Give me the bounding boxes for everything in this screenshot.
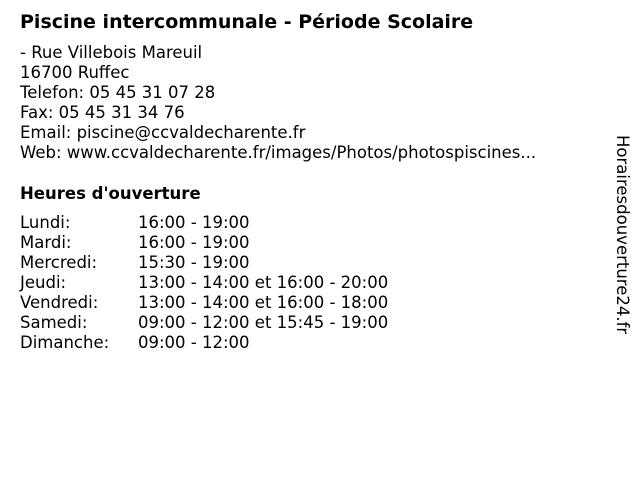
hours-heading: Heures d'ouverture [20, 184, 201, 203]
street-address: - Rue Villebois Mareuil [20, 43, 203, 62]
site-watermark: Horairesdouverture24.fr [613, 135, 632, 335]
time-value: 13:00 - 14:00 et 16:00 - 18:00 [138, 293, 389, 312]
fax-number: Fax: 05 45 31 34 76 [20, 103, 185, 122]
email-address: Email: piscine@ccvaldecharente.fr [20, 123, 306, 142]
phone-number: Telefon: 05 45 31 07 28 [20, 83, 216, 102]
time-value: 16:00 - 19:00 [138, 233, 250, 252]
day-label: Mardi: [20, 233, 72, 252]
city-address: 16700 Ruffec [20, 63, 130, 82]
page-title: Piscine intercommunale - Période Scolaire [20, 11, 474, 33]
day-label: Vendredi: [20, 293, 99, 312]
day-label: Dimanche: [20, 333, 110, 352]
time-value: 09:00 - 12:00 [138, 333, 250, 352]
day-label: Mercredi: [20, 253, 98, 272]
time-value: 15:30 - 19:00 [138, 253, 250, 272]
time-value: 16:00 - 19:00 [138, 213, 250, 232]
contact-info [20, 43, 536, 163]
day-label: Lundi: [20, 213, 71, 232]
day-label: Jeudi: [20, 273, 67, 292]
website-url: Web: www.ccvaldecharente.fr/images/Photos/photospiscines... [20, 143, 537, 162]
day-label: Samedi: [20, 313, 88, 332]
time-value: 09:00 - 12:00 et 15:45 - 19:00 [138, 313, 389, 332]
time-value: 13:00 - 14:00 et 16:00 - 20:00 [138, 273, 389, 292]
